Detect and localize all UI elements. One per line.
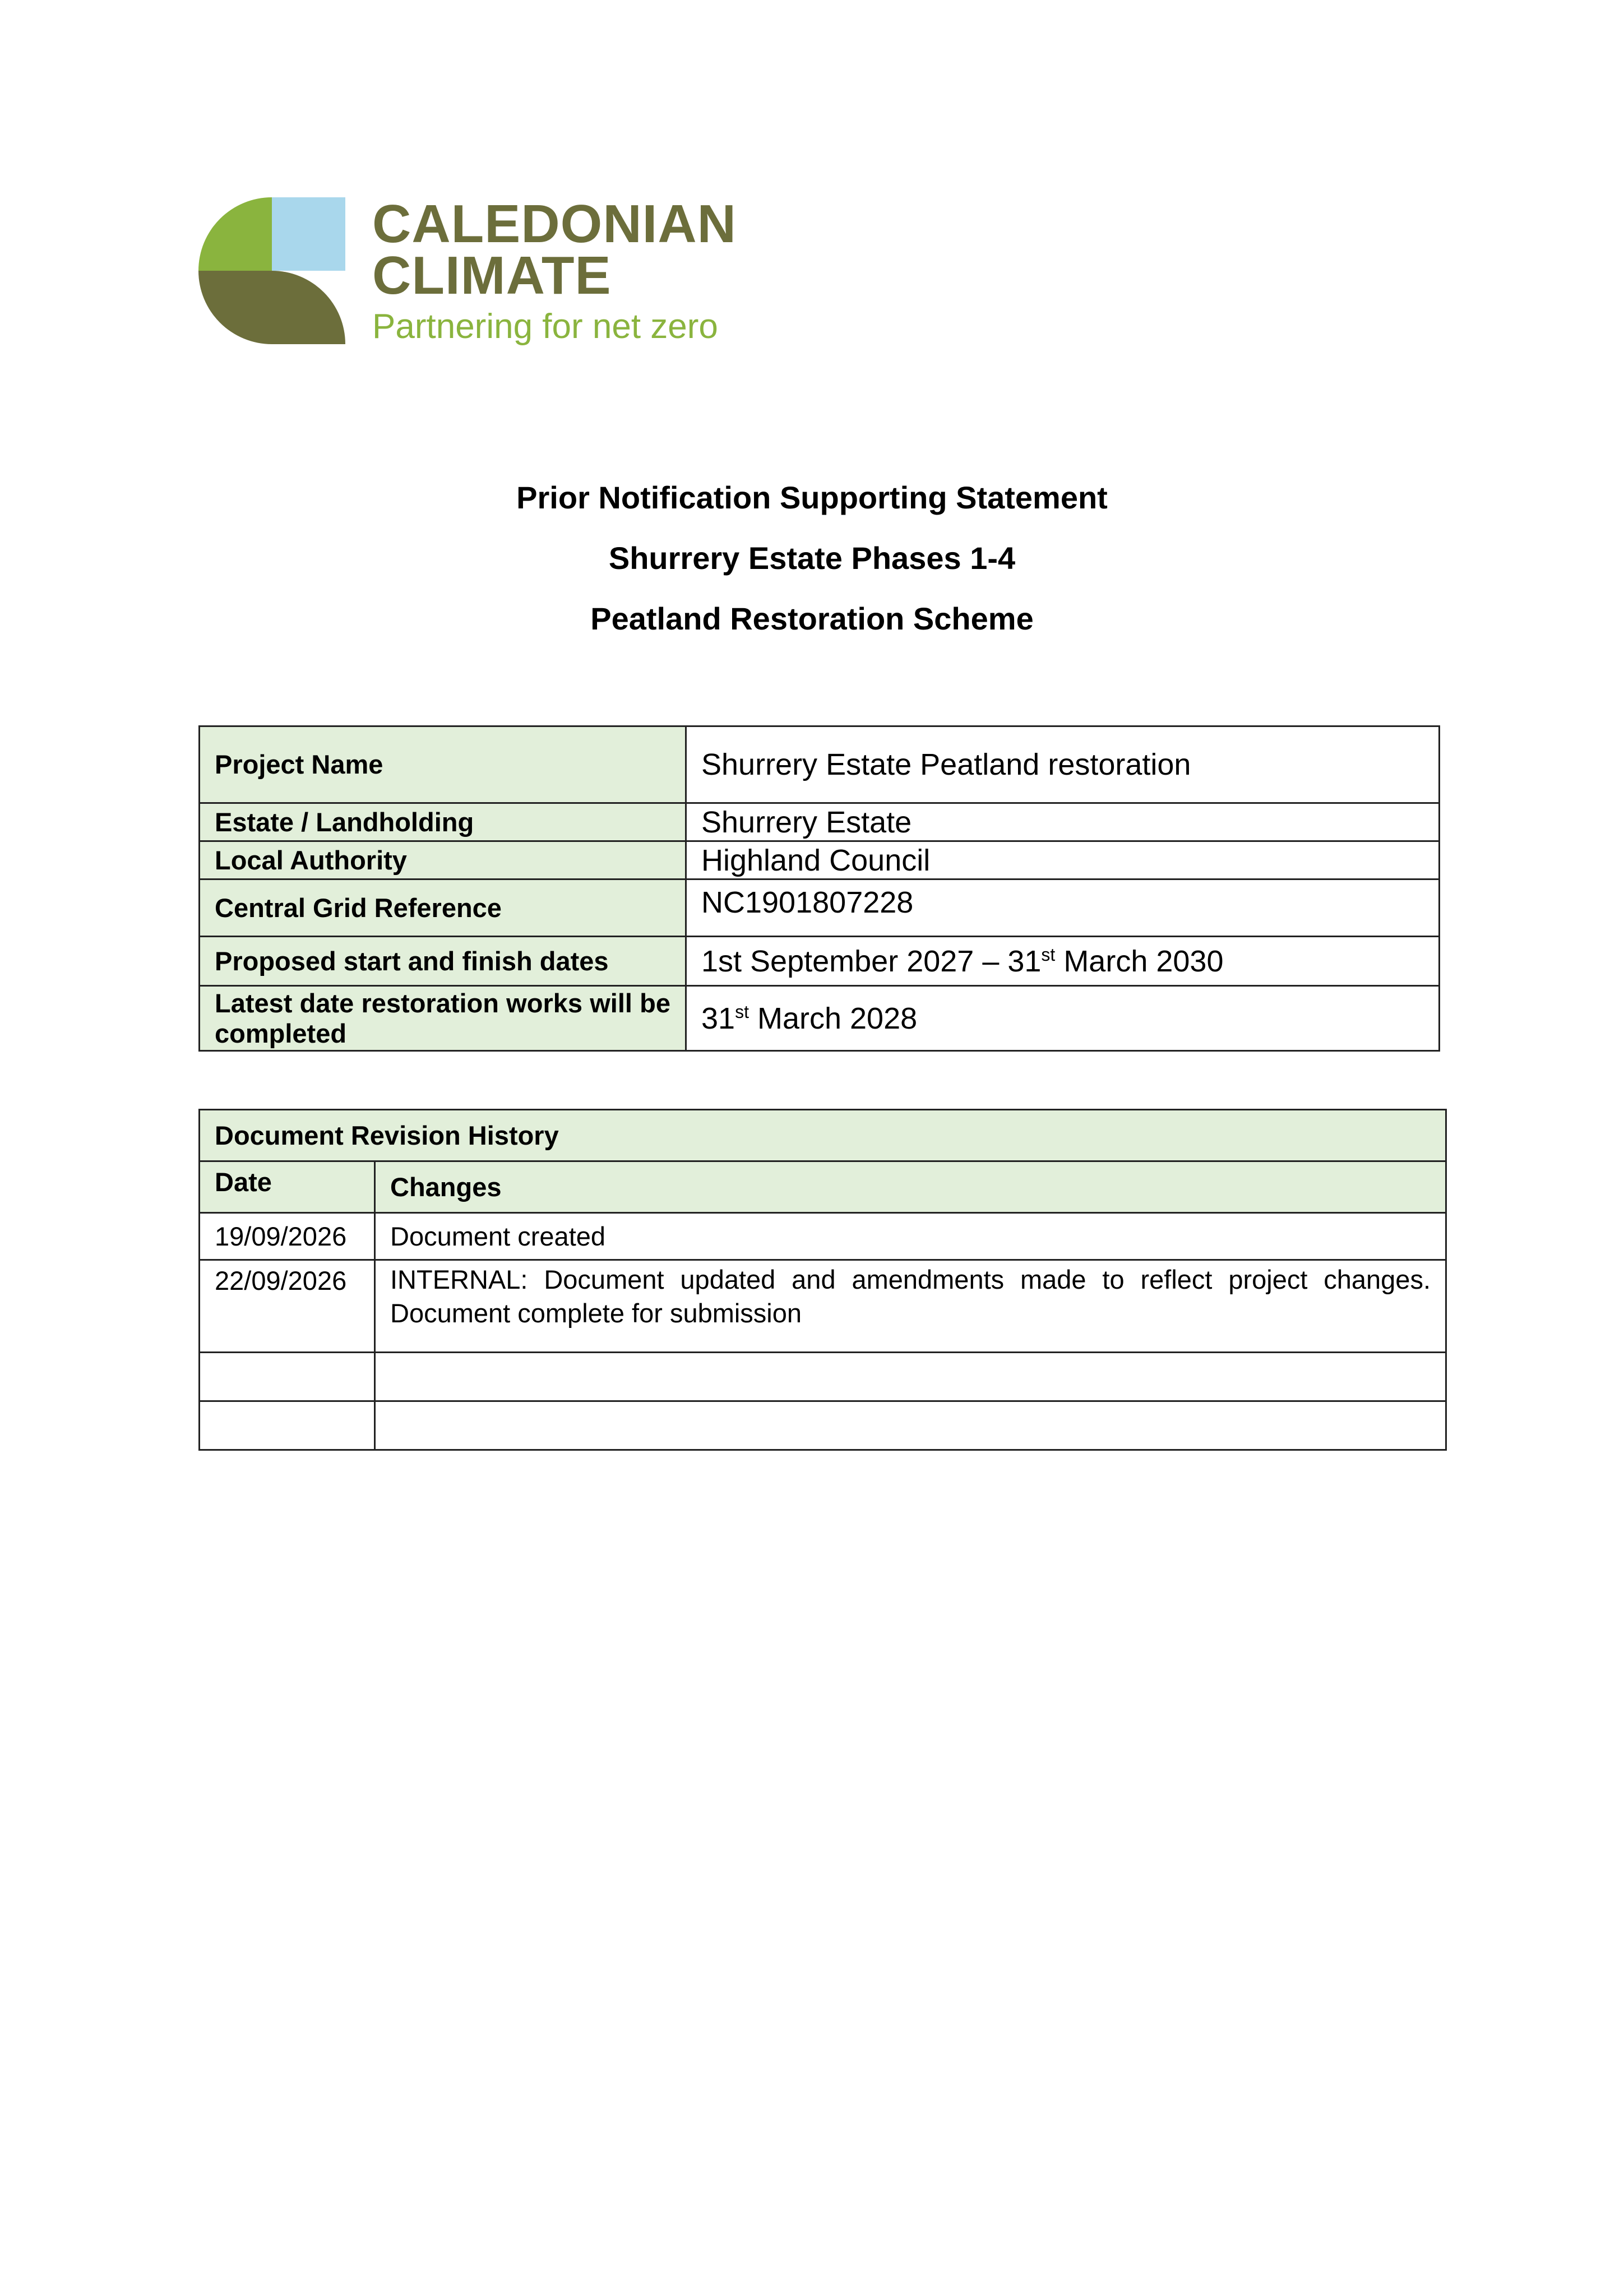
date-header: Date [200,1161,375,1213]
changes-header: Changes [375,1161,1446,1213]
revision-changes [375,1401,1446,1450]
revision-date [200,1401,375,1450]
project-details-table [198,725,1440,1052]
latest-date-value: 31st March 2028 [686,986,1440,1051]
logo-name-line2: CLIMATE [372,246,612,305]
table-row [200,1353,1446,1401]
table-row [200,841,1440,879]
document-scheme-title: Peatland Restoration Scheme [590,601,1034,636]
revision-history-title: Document Revision History [200,1110,1446,1161]
dates-value: 1st September 2027 – 31st March 2030 [686,937,1440,986]
caledonian-climate-logo [198,194,759,349]
grid-reference-label: Central Grid Reference [200,879,686,937]
revision-changes: INTERNAL: Document updated and amendments made to reflect project changes. Document complete for submission [375,1260,1446,1353]
table-row [200,1213,1446,1260]
table-row [200,1401,1446,1450]
revision-date [200,1353,375,1401]
revision-changes: Document created [375,1213,1446,1260]
table-row [200,726,1440,803]
table-row [200,803,1440,841]
revision-date: 19/09/2026 [200,1213,375,1260]
project-name-label: Project Name [200,726,686,803]
estate-value: Shurrery Estate [686,803,1440,841]
table-row [200,937,1440,986]
table-row [200,879,1440,937]
table-row [200,986,1440,1051]
dates-label: Proposed start and finish dates [200,937,686,986]
grid-reference-value: NC1901807228 [686,879,1440,937]
latest-date-label: Latest date restoration works will be completed [200,986,686,1051]
document-title: Prior Notification Supporting Statement [516,480,1108,515]
logo-tagline: Partnering for net zero [372,307,718,346]
document-title-block [0,480,1624,661]
logo-name-line1: CALEDONIAN [372,194,737,254]
local-authority-label: Local Authority [200,841,686,879]
project-name-value: Shurrery Estate Peatland restoration [686,726,1440,803]
revision-changes [375,1353,1446,1401]
table-row [200,1110,1446,1161]
estate-label: Estate / Landholding [200,803,686,841]
table-row [200,1260,1446,1353]
document-subtitle: Shurrery Estate Phases 1-4 [608,540,1016,576]
revision-history-table [198,1109,1447,1451]
table-row [200,1161,1446,1213]
revision-date: 22/09/2026 [200,1260,375,1353]
logo-mark-icon [198,197,345,344]
local-authority-value: Highland Council [686,841,1440,879]
